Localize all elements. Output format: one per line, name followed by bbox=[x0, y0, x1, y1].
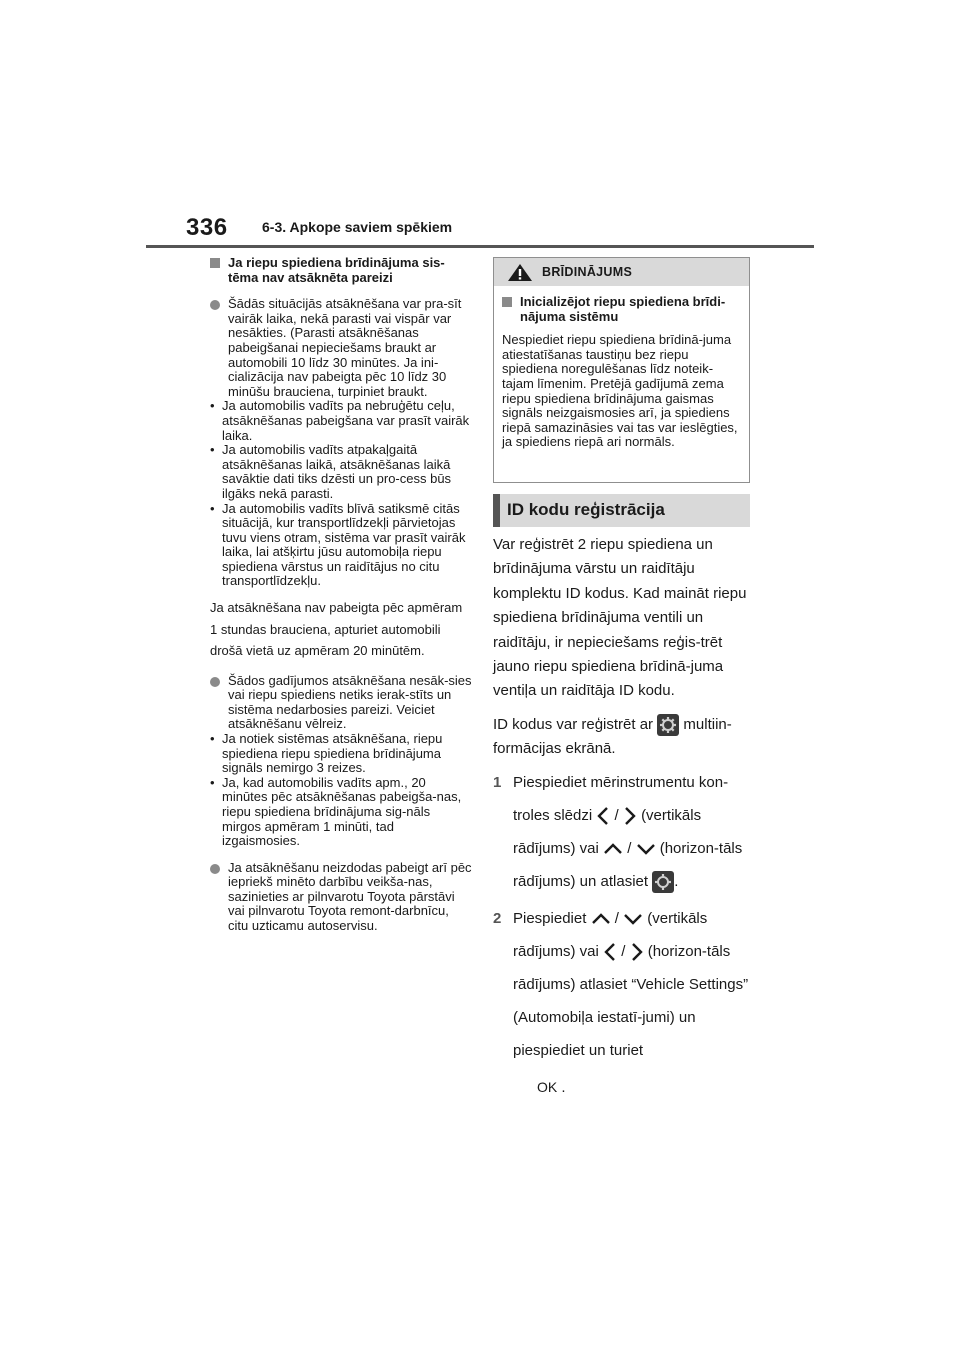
step-2 bbox=[493, 902, 755, 1108]
step-text: (vertikāls rādījums) vai bbox=[513, 909, 708, 960]
circle-bullet-icon bbox=[210, 300, 220, 310]
subheading bbox=[210, 256, 472, 285]
id-paragraph bbox=[493, 713, 755, 762]
right-column bbox=[493, 533, 755, 1108]
warning-box bbox=[493, 257, 750, 483]
subheading-text: Ja riepu spiediena brīdinājuma sis-tēma nav atsāknēta pareizi bbox=[228, 255, 445, 285]
section-accent-bar bbox=[493, 494, 500, 527]
warning-header bbox=[494, 258, 749, 286]
warning-text: Nespiediet riepu spiediena brīdinā-juma atiestatīšanas taustiņu bez riepu spiediena noregulēšanas līdz noteik-tajam līmenim. Pretējā gadījumā zema riepu spiediena brīdinājuma gaismas signāls neizgaismosies arī, ja spiediens riepā samazināsies vai tas var ieslēgties, ja spiediens riepā ari normāls. bbox=[502, 332, 738, 450]
chevron-up-icon bbox=[591, 912, 611, 926]
step-text: (vertikāls rādījums) vai bbox=[513, 806, 702, 857]
intro-paragraph: Var reģistrēt 2 riepu spiediena un brīdinājuma vārstu un raidītāju komplektu ID kodus. Kad maināt riepu spiediena brīdinājuma ventili un raidītāju, ir nepieciešams reģis-trēt jauno riepu spiediena brīdinā-juma ventiļa un raidītāja ID kodu. bbox=[493, 536, 747, 700]
slash: / bbox=[614, 806, 619, 824]
circle-bullet-icon bbox=[210, 864, 220, 874]
list-item: • Ja automobilis vadīts atpakaļgaitā atsāknēšanas laikā, atsāknēšanas laikā savāktie dati tiks dzēsti un pro-cess būs ilgāks nekā parasti. bbox=[210, 443, 472, 501]
id-text-pre: ID kodus var reģistrēt ar bbox=[493, 715, 654, 733]
square-bullet-icon bbox=[210, 258, 220, 268]
period: . bbox=[674, 872, 679, 890]
period: . bbox=[561, 1078, 566, 1096]
chevron-down-icon bbox=[636, 842, 656, 856]
chevron-left-icon bbox=[603, 942, 617, 962]
step-number: 2 bbox=[493, 909, 502, 927]
chevron-up-icon bbox=[603, 842, 623, 856]
paragraph-text: Šādās situācijās atsāknēšana var pra-sīt vairāk laika, nekā parasti vai vispār var nesākties. (Parasti atsāknēšanas pabeigšanai nepieciešams braukt ar automobili 10 līdz 30 minūtes. Ja ini-cializācija nav pabeigta pēc 10 līdz 30 minūšu brauciena, turpiniet braukt. bbox=[228, 296, 462, 399]
slash: / bbox=[621, 942, 626, 960]
warning-title: BRĪDINĀJUMS bbox=[542, 265, 633, 279]
ok-line bbox=[513, 1067, 755, 1108]
section-title-bar bbox=[493, 494, 750, 527]
paragraph-text: Ja atsāknēšana nav pabeigta pēc apmēram 1 stundas brauciena, apturiet automobili drošā vietā uz apmēram 20 minūtēm. bbox=[210, 600, 463, 659]
slash: / bbox=[627, 839, 632, 857]
step-text: Piespiediet mērinstrumentu kon-troles slēdzi bbox=[513, 773, 729, 824]
section-header-title: 6-3. Apkope saviem spēkiem bbox=[262, 219, 453, 235]
step-text: (horizon-tāls rādījums) atlasiet “Vehicle Settings” (Automobiļa iestatī-jumi) un piespiediet un turiet bbox=[513, 942, 749, 1059]
list-item: • Ja notiek sistēmas atsāknēšana, riepu spiediena riepu spiediena brīdinājuma signāls nemirgo 3 reizes. bbox=[210, 732, 472, 776]
bullet-paragraph bbox=[210, 297, 472, 589]
square-bullet-icon bbox=[502, 297, 512, 307]
chevron-down-icon bbox=[623, 912, 643, 926]
gear-icon bbox=[657, 714, 679, 736]
step-text: Piespiediet bbox=[513, 909, 587, 927]
chevron-right-icon bbox=[630, 942, 644, 962]
slash: / bbox=[614, 909, 619, 927]
chevron-left-icon bbox=[596, 806, 610, 826]
list-item: • Ja automobilis vadīts pa nebruģētu ceļu, atsāknēšanas pabeigšana var prasīt vairāk laika. bbox=[210, 399, 472, 443]
step-text: (horizon-tāls rādījums) un atlasiet bbox=[513, 839, 743, 890]
left-column bbox=[210, 256, 472, 934]
gear-icon bbox=[652, 871, 674, 893]
page-number: 336 bbox=[186, 214, 228, 241]
id-text-post: multiin-formācijas ekrānā. bbox=[493, 715, 732, 758]
bullet-paragraph bbox=[210, 674, 472, 849]
ok-button-label: OK bbox=[537, 1078, 558, 1095]
warning-subheading-text: Inicializējot riepu spiediena brīdi-nājuma sistēmu bbox=[520, 294, 726, 324]
warning-triangle-icon bbox=[507, 263, 533, 282]
list-item: • Ja, kad automobilis vadīts apm., 20 minūtes pēc atsāknēšanas pabeigša-nas, riepu spiediena brīdinājuma sig-nāls mirgos apmēram 1 minūti, tad izgaismosies. bbox=[210, 776, 472, 849]
list-item: • Ja automobilis vadīts blīvā satiksmē citās situācijā, kur transportlīdzekļi pārvietojas tuvu viens otram, sistēma var prasīt vairāk laika, lai atšķirtu jūsu automobiļa riepu spiediena vārstus un raidītājus no citu transportlīdzekļu. bbox=[210, 502, 472, 590]
paragraph-text: Šādos gadījumos atsāknēšana nesāk-sies vai riepu spiediens netiks ierak-stīts un sistēma nedarbosies pareizi. Veiciet atsāknēšanu vēlreiz. bbox=[228, 672, 472, 732]
bullet-paragraph bbox=[210, 861, 472, 934]
chevron-right-icon bbox=[623, 806, 637, 826]
step-number: 1 bbox=[493, 773, 502, 791]
step-1 bbox=[493, 766, 755, 898]
header-rule bbox=[146, 245, 814, 248]
paragraph-text: Ja atsāknēšanu neizdodas pabeigt arī pēc iepriekš minēto darbību veikša-nas, sazinieties ar pilnvarotu Toyota pārstāvi vai pilnvarotu Toyota remont-darbnīcu, citu uzticamu autoservisu. bbox=[228, 859, 472, 934]
warning-subheading bbox=[502, 295, 741, 324]
circle-bullet-icon bbox=[210, 677, 220, 687]
section-title: ID kodu reģistrācija bbox=[507, 500, 665, 519]
